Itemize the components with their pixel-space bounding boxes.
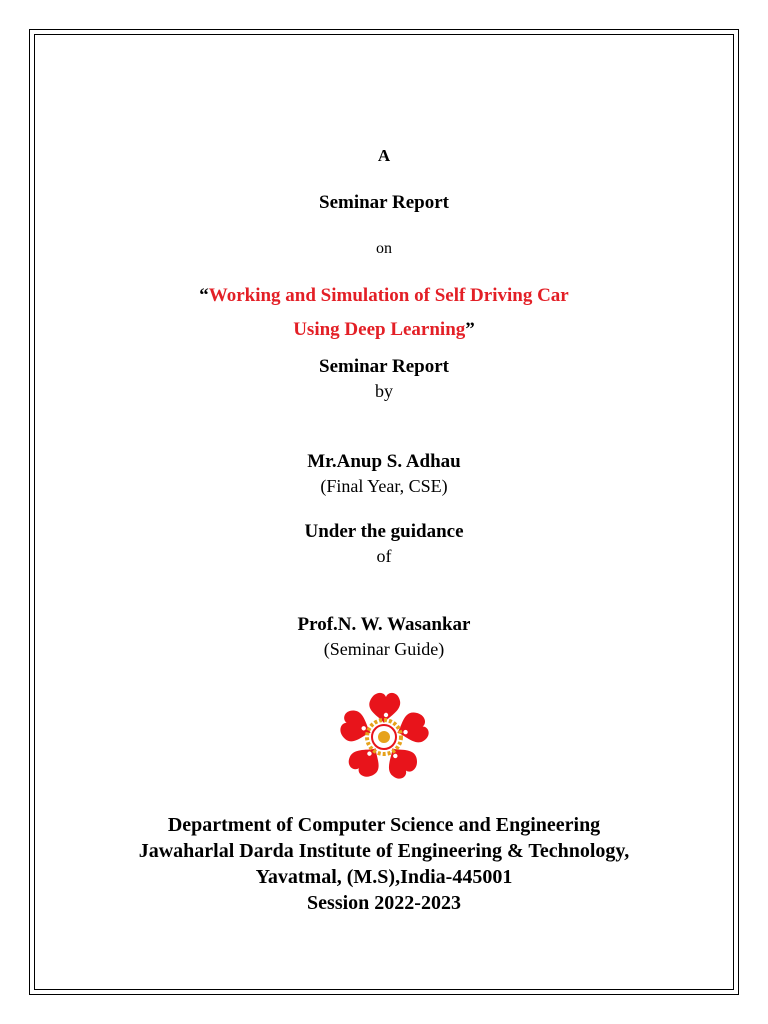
cover-article: A xyxy=(377,146,391,165)
guide-detail: (Seminar Guide) xyxy=(323,639,445,659)
title-text-line-1: Working and Simulation of Self Driving Car xyxy=(208,285,569,306)
report-label: Seminar Report xyxy=(319,192,449,213)
title-close-quote: ” xyxy=(465,319,475,340)
on-label: on xyxy=(376,240,392,257)
institute-name: Jawaharlal Darda Institute of Engineering & Technology, xyxy=(138,840,630,862)
guidance-label: Under the guidance xyxy=(304,521,464,542)
of-label: of xyxy=(376,546,392,566)
report-title-line-1 xyxy=(0,286,768,305)
report-title-line-2 xyxy=(0,320,768,339)
student-detail: (Final Year, CSE) xyxy=(320,476,448,496)
report-label-2: Seminar Report xyxy=(319,356,449,377)
title-open-quote: “ xyxy=(199,285,209,306)
department-name: Department of Computer Science and Engineering xyxy=(167,814,601,836)
institute-location: Yavatmal, (M.S),India-445001 xyxy=(255,866,513,888)
by-label: by xyxy=(375,381,393,401)
student-name: Mr.Anup S. Adhau xyxy=(307,451,461,472)
institute-flower-emblem-icon xyxy=(328,685,440,785)
session-label: Session 2022-2023 xyxy=(307,892,461,914)
emblem-petal xyxy=(338,708,376,747)
title-text-line-2: Using Deep Learning xyxy=(293,319,466,340)
guide-name: Prof.N. W. Wasankar xyxy=(297,614,471,635)
